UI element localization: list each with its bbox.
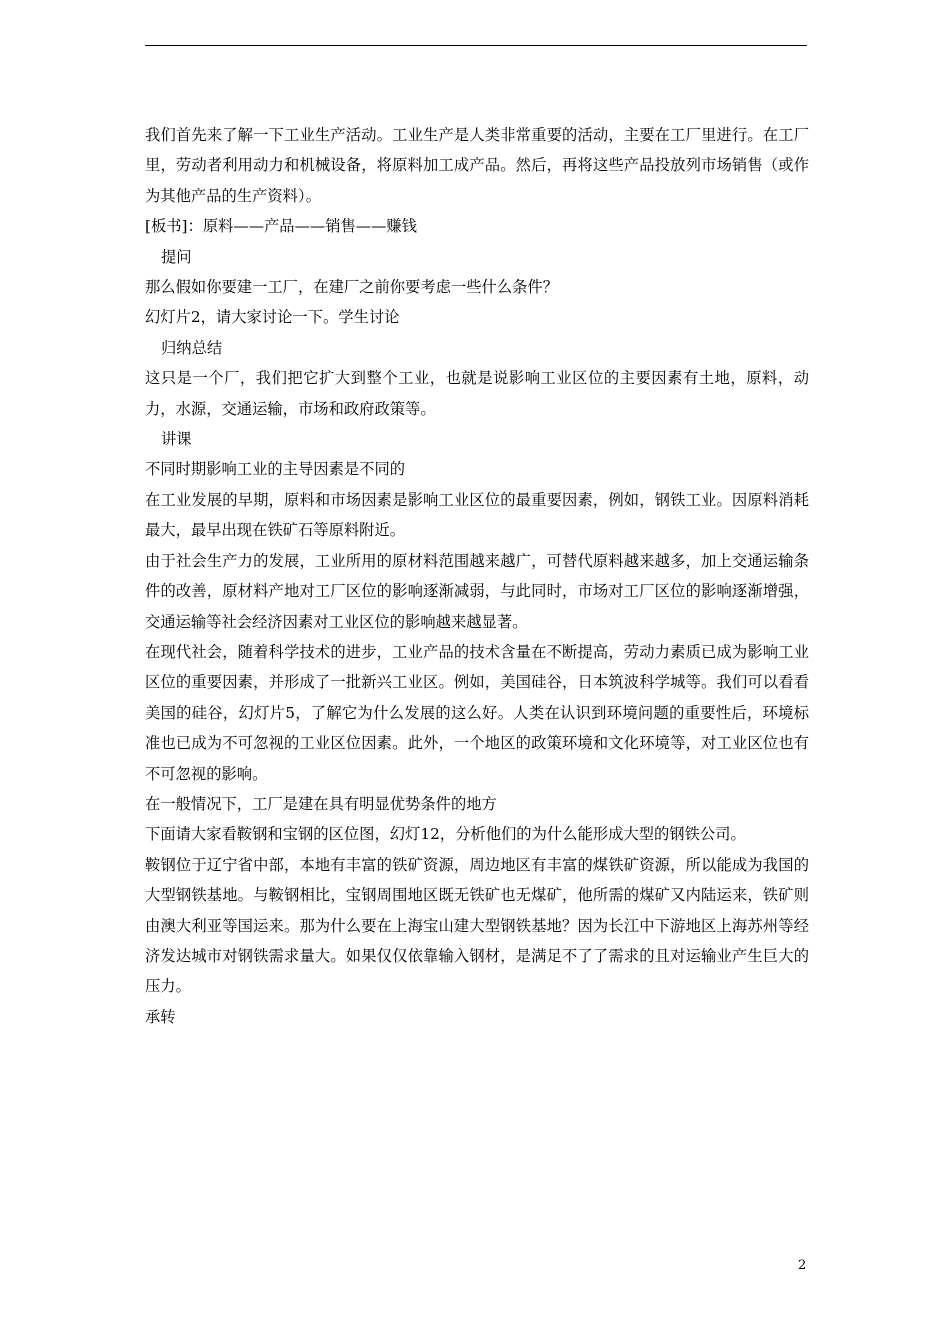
paragraph: 在现代社会，随着科学技术的进步，工业产品的技术含量在不断提高，劳动力素质已成为影响工业区位的重要因素，并形成了一批新兴工业区。例如，美国硅谷，日本筑波科学城等。我们可以看看美国的硅谷，幻灯片5，了解它为什么发展的这么好。人类在认识到环境问题的重要性后，环境标准也已成为不可忽视的工业区位因素。此外，一个地区的政策环境和文化环境等，对工业区位也有不可忽视的影响。	[145, 642, 809, 783]
paragraph: 讲课	[161, 430, 192, 449]
paragraph: 在一般情况下，工厂是建在具有明显优势条件的地方	[145, 794, 497, 813]
paragraph: 我们首先来了解一下工业生产活动。工业生产是人类非常重要的活动，主要在工厂里进行。在工厂里，劳动者利用动力和机械设备，将原料加工成产品。然后，再将这些产品投放列市场销售（或作为其他产品的生产资料）。	[145, 126, 809, 205]
page-number: 2	[798, 1258, 807, 1273]
paragraph: 由于社会生产力的发展，工业所用的原材料范围越来越广，可替代原料越来越多，加上交通运输条件的改善，原材料产地对工厂区位的影响逐渐减弱，与此同时，市场对工厂区位的影响逐渐增强，交通运输等社会经济因素对工业区位的影响越来越显著。	[145, 551, 809, 631]
paragraph: 鞍钢位于辽宁省中部，本地有丰富的铁矿资源，周边地区有丰富的煤铁矿资源，所以能成为我国的大型钢铁基地。与鞍钢相比，宝钢周围地区既无铁矿也无煤矿，他所需的煤矿又内陆运来，铁矿则由澳大利亚等国运来。那为什么要在上海宝山建大型钢铁基地？因为长江中下游地区上海苏州等经济发达城市对钢铁需求量大。如果仅仅依靠输入钢材，是满足不了了需求的且对运输业产生巨大的压力。	[145, 855, 809, 996]
paragraph: 不同时期影响工业的主导因素是不同的	[145, 460, 406, 479]
paragraph: [板书]：原料——产品——销售——赚钱	[145, 217, 417, 236]
paragraph: 下面请大家看鞍钢和宝钢的区位图，幻灯12，分析他们的为什么能形成大型的钢铁公司。	[145, 825, 746, 844]
header-rule	[145, 45, 807, 46]
paragraph: 承转	[145, 1007, 176, 1026]
paragraph: 那么假如你要建一工厂，在建厂之前你要考虑一些什么条件？	[145, 278, 559, 297]
document-body	[145, 120, 809, 1032]
paragraph: 在工业发展的早期，原料和市场因素是影响工业区位的最重要因素，例如，钢铁工业。因原料消耗最大，最早出现在铁矿石等原料附近。	[145, 490, 809, 540]
paragraph: 提问	[161, 247, 192, 266]
paragraph: 幻灯片2，请大家讨论一下。学生讨论	[145, 308, 400, 327]
paragraph: 归纳总结	[161, 338, 223, 357]
paragraph: 这只是一个厂，我们把它扩大到整个工业，也就是说影响工业区位的主要因素有土地，原料，动力，水源，交通运输，市场和政府政策等。	[145, 369, 809, 418]
